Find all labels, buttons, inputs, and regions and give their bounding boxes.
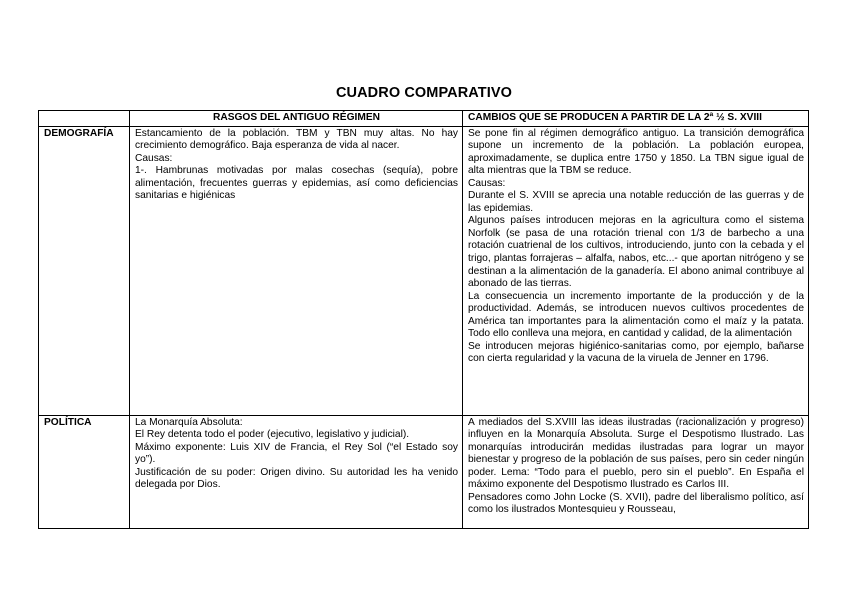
- paragraph: Máximo exponente: Luis XIV de Francia, el Rey Sol (“el Estado soy yo”).: [135, 441, 458, 466]
- paragraph: La Monarquía Absoluta:: [135, 416, 243, 428]
- table-row-demografia: [39, 126, 809, 415]
- paragraph: Durante el S. XVIII se aprecia una notable reducción de las guerras y de las epidemias.: [468, 190, 804, 214]
- row-label-politica: POLÍTICA: [39, 415, 130, 528]
- header-row: [39, 111, 809, 127]
- paragraph: 1-. Hambrunas motivadas por malas cosechas (sequía), pobre alimentación, frecuentes guerras y epidemias, así como deficiencias sanitarias e higiénicas: [135, 165, 458, 202]
- cell-politica-cambios: [463, 415, 809, 528]
- paragraph: Causas:: [468, 177, 506, 189]
- paragraph: El Rey detenta todo el poder (ejecutivo, legislativo y judicial).: [135, 429, 410, 441]
- document-title: CUADRO COMPARATIVO: [335, 85, 513, 101]
- cell-politica-antiguo: [130, 415, 463, 528]
- paragraph: Se introducen mejoras higiénico-sanitarias como, por ejemplo, bañarse con cierta regularidad y la vacuna de la viruela de Jenner en 1796.: [468, 340, 804, 365]
- paragraph: Justificación de su poder: Origen divino. Su autoridad les ha venido delegada por Dios.: [135, 466, 458, 491]
- header-antiguo-regimen: RASGOS DEL ANTIGUO RÉGIMEN: [130, 111, 463, 127]
- paragraph: Causas:: [135, 152, 173, 164]
- header-empty-cell: [39, 111, 130, 127]
- cell-demografia-antiguo: [130, 126, 463, 415]
- paragraph: La consecuencia un incremento importante de la producción y de la productividad. Además, se introducen nuevos cultivos procedentes de América tan importantes para la alimentación como el maíz y la patata. Todo ello conlleva una mejora, en cantidad y calidad, de la alimentación: [468, 290, 804, 340]
- paragraph: Estancamiento de la población. TBM y TBN muy altas. No hay crecimiento demográfico. Baja esperanza de vida al nacer.: [135, 127, 458, 152]
- paragraph: Se pone fin al régimen demográfico antiguo. La transición demográfica supone un incremento de la población. La población europea, aproximadamente, se duplica entre 1750 y 1850. La TBN sigue igual de alta mientras que la TBM se reduce.: [468, 127, 804, 177]
- paragraph: A mediados del S.XVIII las ideas ilustradas (racionalización y progreso) influyen en la Monarquía Absoluta. Surge el Despotismo Ilustrado. Las monarquías introducirán medidas ilustradas para lograr un mayor bienestar y progreso de la población de sus países, pero sin ceder ningún poder. Lema: “Todo para el pueblo, pero sin el pueblo”. En España el máximo exponente del Despotismo Ilustrado es Carlos III.: [468, 416, 804, 491]
- row-label-demografia: DEMOGRAFÍA: [39, 126, 130, 415]
- paragraph: Algunos países introducen mejoras en la agricultura como el sistema Norfolk (se pasa de una rotación trienal con 1/3 de barbecho a una rotación cuatrienal de los cultivos, introduciendo, junto con la cebada y el trigo, plantas forrajeras – alfalfa, nabos, etc...- que aportan nitrógeno y se destinan a la alimentación de la ganadería. El abono animal contribuye al abonado de las tierras.: [468, 215, 804, 290]
- cell-demografia-cambios: [463, 126, 809, 415]
- cell-content-clip: [468, 417, 804, 527]
- table-row-politica: [39, 415, 809, 528]
- header-cambios: CAMBIOS QUE SE PRODUCEN A PARTIR DE LA 2ª ½ S. XVIII: [463, 111, 809, 127]
- paragraph: Pensadores como John Locke (S. XVII), padre del liberalismo político, así como los ilustrados Montesquieu y Rousseau,: [468, 491, 804, 516]
- comparison-table: [38, 110, 809, 529]
